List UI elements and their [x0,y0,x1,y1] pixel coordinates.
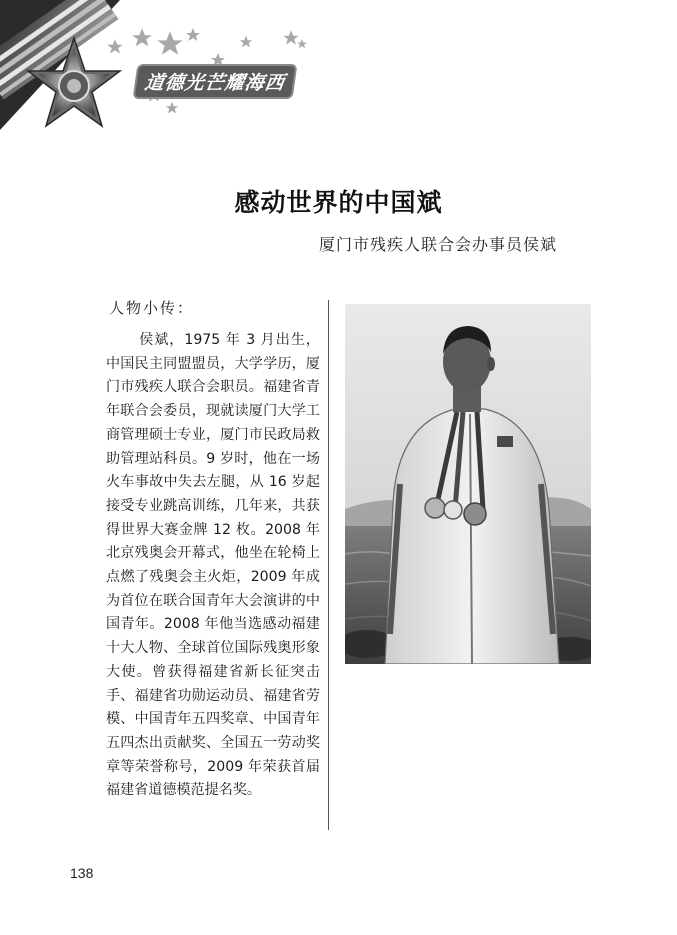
page-number: 138 [70,865,94,881]
section-label: 人物小传： [109,299,195,317]
header-banner [0,0,330,140]
athlete-photo-illustration [345,304,591,664]
article-title: 感动世界的中国斌 [234,188,443,217]
column-divider [328,300,329,830]
biography-paragraph: 侯斌，1975 年 3 月出生，中国民主同盟盟员，大学学历，厦门市残疾人联合会职员。福建省青年联合会委员，现就读厦门大学工商管理硕士专业，厦门市民政局救助管理站科员。9 岁时，他在一场火车事故中失去左腿，从 16 岁起接受专业跳高训练，几年来，共获得世界大赛金牌 12 枚。2008 年北京残奥会开幕式，他坐在轮椅上点燃了残奥会主火炬，2009 年成为首位在联合国青年大会演讲的中国青年。2008 年他当选感动福建十大人物、全球首位国际残奥形象大使。曾获得福建省新长征突击手、福建省功勋运动员、福建省劳模、中国青年五四奖章、中国青年五四杰出贡献奖、全国五一劳动奖章等荣誉称号，2009 年荣获首届福建省道德模范提名奖。 [106,332,320,799]
column-title: 道德光芒耀海西 [135,66,295,97]
portrait-photo [345,304,591,664]
article-subtitle: 厦门市残疾人联合会办事员侯斌 [318,235,557,254]
